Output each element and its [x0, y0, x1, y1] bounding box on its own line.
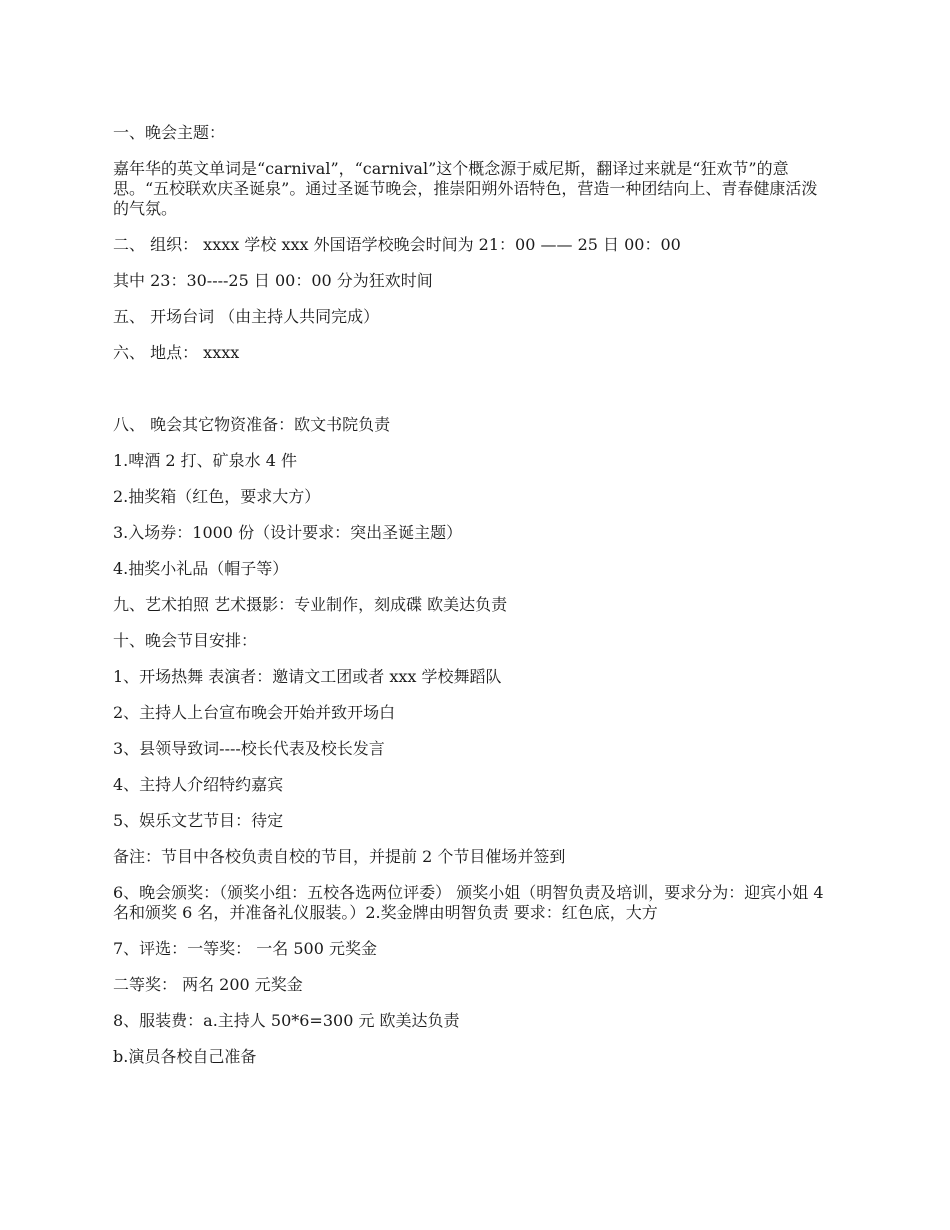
section8-item: 3.入场券：1000 份（设计要求：突出圣诞主题）: [113, 523, 463, 542]
section1-body: 嘉年华的英文单词是“carnival”，“carnival”这个概念源于威尼斯，翻译过来就是“狂欢节”的意思。“五校联欢庆圣诞泉”。通过圣诞节晚会，推崇阳朔外语特色，营造一种团结向上、青春健康活泼的气氛。: [113, 159, 818, 218]
section10-item: 2、主持人上台宣布晚会开始并致开场白: [113, 703, 396, 722]
blank-gap: [113, 379, 833, 415]
photo-line: 九、艺术拍照 艺术摄影：专业制作，刻成碟 欧美达负责: [113, 595, 508, 614]
section10-item: 5、娱乐文艺节目：待定: [113, 811, 284, 830]
section10-item: 8、服装费：a.主持人 50*6=300 元 欧美达负责: [113, 1011, 460, 1030]
organize-line: 二、 组织： xxxx 学校 xxx 外国语学校晚会时间为 21：00 —— 25 日 00：00: [113, 235, 681, 254]
section10-item: b.演员各校自己准备: [113, 1047, 257, 1066]
carnival-time-line: 其中 23：30----25 日 00：00 分为狂欢时间: [113, 271, 433, 290]
section10-item: 6、晚会颁奖：（颁奖小组：五校各选两位评委） 颁奖小姐（明智负责及培训，要求分为：迎宾小姐 4 名和颁奖 6 名，并准备礼仪服装。）2.奖金牌由明智负责 要求：红色底，大方: [113, 883, 824, 922]
place-line: 六、 地点： xxxx: [113, 343, 240, 362]
section1-heading: 一、晚会主题：: [113, 123, 226, 142]
section10-item: 1、开场热舞 表演者：邀请文工团或者 xxx 学校舞蹈队: [113, 667, 502, 686]
section10-item: 7、评选：一等奖： 一名 500 元奖金: [113, 939, 377, 958]
section8-item: 1.啤酒 2 打、矿泉水 4 件: [113, 451, 297, 470]
section10-item: 3、县领导致词----校长代表及校长发言: [113, 739, 385, 758]
opening-line: 五、 开场台词 （由主持人共同完成）: [113, 307, 380, 326]
document-body: [113, 123, 833, 1083]
section8-item: 4.抽奖小礼品（帽子等）: [113, 559, 289, 578]
section8-heading: 八、 晚会其它物资准备：欧文书院负责: [113, 415, 391, 434]
section10-note: 备注：节目中各校负责自校的节目，并提前 2 个节目催场并签到: [113, 847, 566, 866]
section10-item: 二等奖： 两名 200 元奖金: [113, 975, 303, 994]
section8-item: 2.抽奖箱（红色，要求大方）: [113, 487, 321, 506]
section10-item: 4、主持人介绍特约嘉宾: [113, 775, 284, 794]
section10-heading: 十、晚会节目安排：: [113, 631, 258, 650]
